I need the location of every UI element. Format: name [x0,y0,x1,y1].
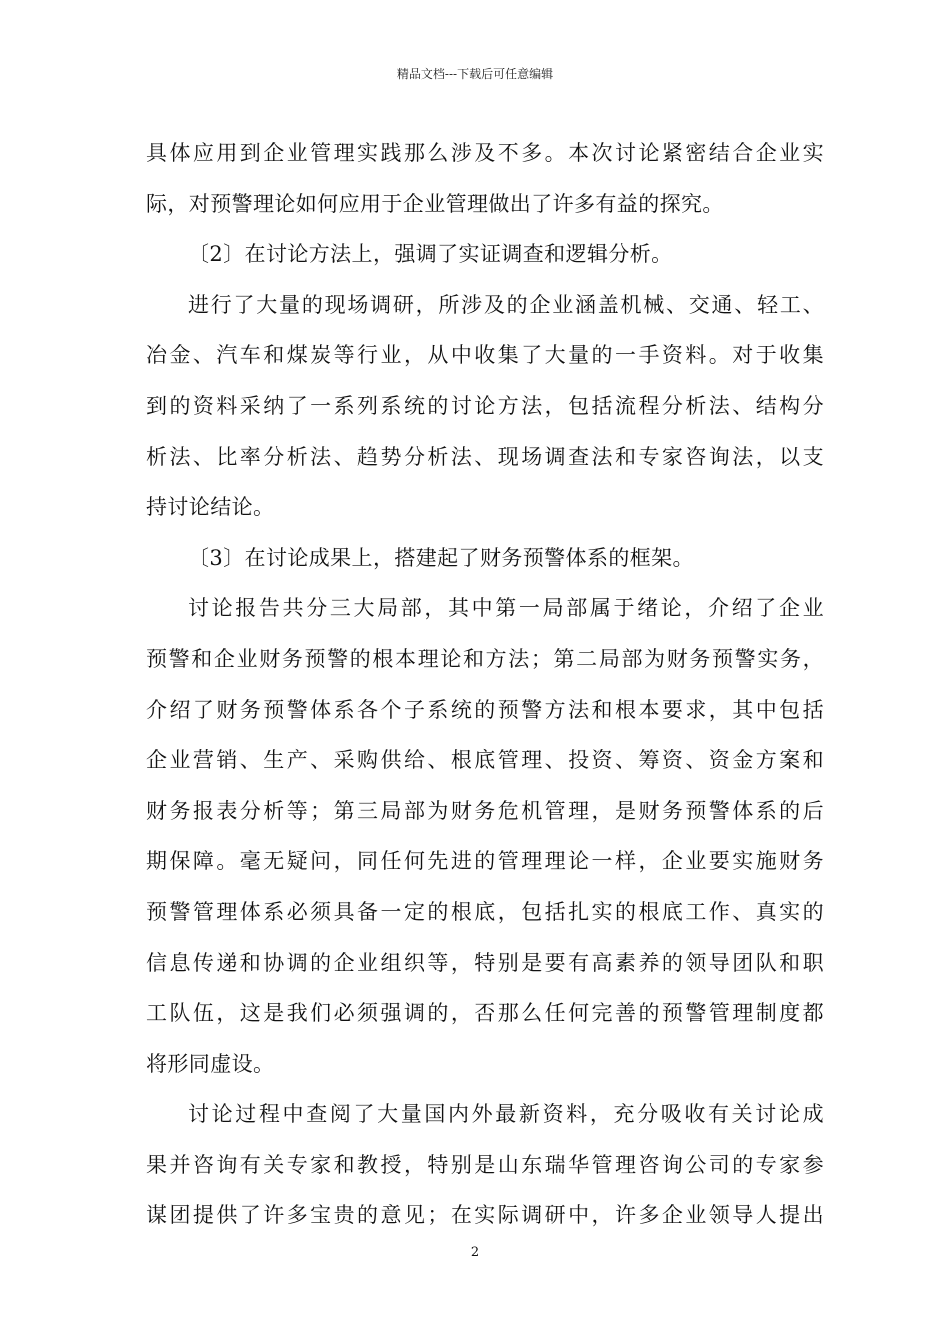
text-line: 预警和企业财务预警的根本理论和方法；第二局部为财务预警实务， [146,646,824,671]
text-line: 企业营销、生产、采购供给、根底管理、投资、筹资、资金方案和 [146,748,824,773]
text-line: 到的资料采纳了一系列系统的讨论方法，包括流程分析法、结构分 [146,393,824,418]
text-line: 具体应用到企业管理实践那么涉及不多。本次讨论紧密结合企业实 [146,141,824,165]
text-line: 预警管理体系必须具备一定的根底，包括扎实的根底工作、真实的 [146,899,824,924]
text-line: 进行了大量的现场调研，所涉及的企业涵盖机械、交通、轻工、 [188,292,824,317]
document-body [146,128,824,1241]
text-line: 财务报表分析等；第三局部为财务危机管理，是财务预警体系的后 [146,798,824,823]
text-line: 析法、比率分析法、趋势分析法、现场调查法和专家咨询法，以支 [146,444,824,469]
section-heading: 〔3〕在讨论成果上，搭建起了财务预警体系的框架。 [188,545,694,570]
text-line: 将形同虚设。 [146,1051,275,1076]
text-line: 介绍了财务预警体系各个子系统的预警方法和根本要求，其中包括 [146,697,824,722]
page-number: 2 [470,1245,480,1260]
text-line: 冶金、汽车和煤炭等行业，从中收集了大量的一手资料。对于收集 [146,343,824,368]
text-line: 讨论报告共分三大局部，其中第一局部属于绪论，介绍了企业 [188,596,824,621]
text-line: 期保障。毫无疑问，同任何先进的管理理论一样，企业要实施财务 [146,849,824,874]
page-header: 精品文档---下载后可任意编辑 [396,67,554,81]
text-line: 信息传递和协调的企业组织等，特别是要有高素养的领导团队和职 [146,950,824,975]
section-heading: 〔2〕在讨论方法上，强调了实证调查和逻辑分析。 [188,242,673,267]
text-line: 讨论过程中查阅了大量国内外最新资料，充分吸收有关讨论成 [188,1102,824,1127]
text-line: 工队伍，这是我们必须强调的，否那么任何完善的预警管理制度都 [146,1001,824,1026]
text-line: 果并咨询有关专家和教授，特别是山东瑞华管理咨询公司的专家参 [146,1152,824,1177]
text-line: 谋团提供了许多宝贵的意见；在实际调研中，许多企业领导人提出 [146,1203,824,1228]
text-line: 持讨论结论。 [146,495,275,520]
text-line: 际，对预警理论如何应用于企业管理做出了许多有益的探究。 [146,191,724,216]
